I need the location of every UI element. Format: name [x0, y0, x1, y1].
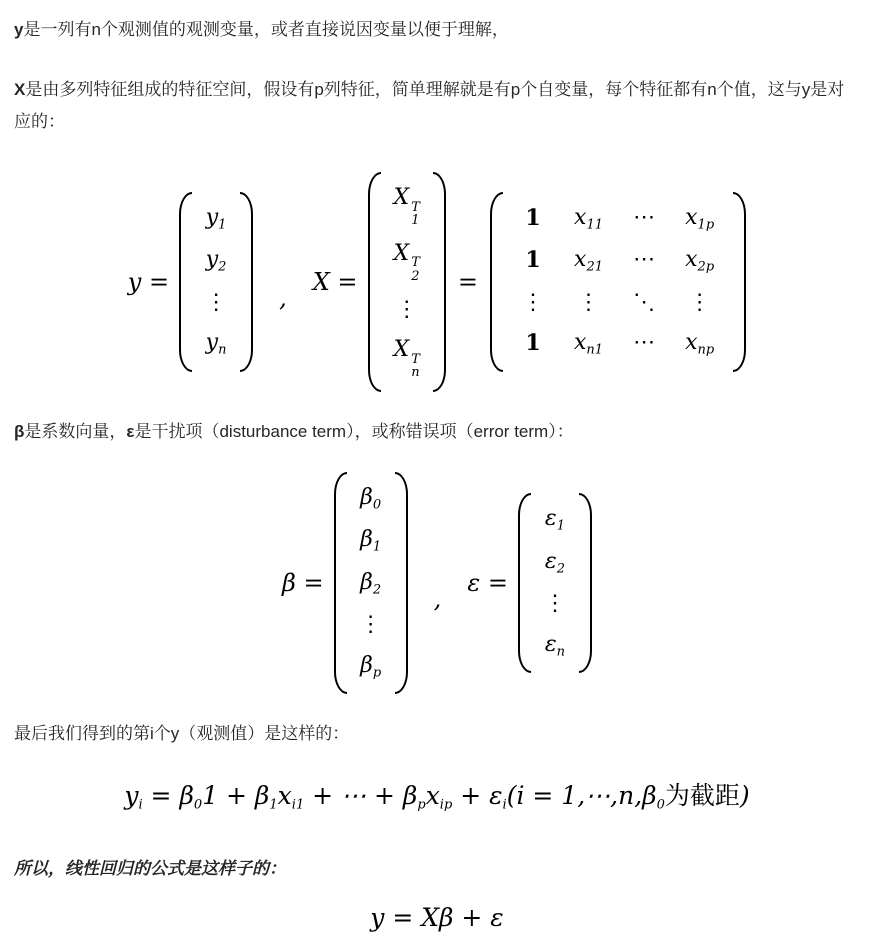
paren-left [368, 172, 381, 392]
emphasis-text: β [14, 421, 25, 441]
paren-left [490, 192, 503, 372]
beta-vector [334, 472, 408, 694]
emphasis-text: ε [126, 421, 135, 441]
eps-vector-entries [536, 493, 574, 673]
paren-left [179, 192, 192, 372]
matrix-cell: $\varepsilon_n$ [544, 631, 566, 660]
equation-final-regression: y = Xβ + ε [370, 902, 504, 932]
matrix-cell: $\beta_2$ [360, 569, 382, 598]
beta-equals-label: β = [282, 569, 324, 598]
matrix-cell: $x_{1p}$ [685, 205, 715, 233]
matrix-cell: $x_{np}$ [685, 330, 715, 359]
paren-right [240, 192, 253, 372]
y-equals-label: y = [127, 267, 170, 296]
matrix-cell: $x_{21}$ [574, 247, 604, 275]
X-vector-entries [386, 172, 428, 392]
text-run: 是一列有n个观测值的观测变量，或者直接说因变量以便于理解， [23, 20, 509, 39]
X-equals-label: X = [312, 267, 358, 296]
y-vector-entries [197, 192, 235, 372]
paragraph-x-intro [14, 74, 860, 138]
matrix-cell: $x_{n1}$ [574, 330, 604, 359]
equation-block-beta-eps [14, 472, 860, 694]
matrix-cell: $\beta_1$ [360, 527, 382, 555]
X-design-matrix [490, 192, 746, 372]
text-run: 是系数向量， [24, 421, 127, 441]
matrix-cell: $y_1$ [205, 205, 227, 233]
equation-yi-expanded: $y_i = \beta_01 + \beta_1x_{i1}$ + ⋯ + $\beta_px_{ip} + \varepsilon_i(i$ = $1,\cdots,n,\beta_0$为截距) [124, 781, 750, 813]
matrix-cell: ⋯ [633, 330, 656, 356]
matrix-cell: ⋮ [359, 612, 382, 638]
matrix-cell: $\varepsilon_1$ [544, 506, 565, 534]
matrix-cell: $x_{11}$ [574, 205, 604, 233]
paren-left [518, 493, 531, 673]
y-vector [179, 192, 253, 372]
matrix-cell: ⋮ [577, 289, 600, 315]
matrix-cell: ⋮ [522, 289, 544, 315]
matrix-cell: $\beta_0$ [360, 484, 382, 513]
equals-sign: = [457, 267, 478, 296]
eps-vector [518, 493, 592, 673]
beta-vector-entries [352, 472, 390, 694]
emphasis-text: y [14, 20, 24, 39]
emphasis-text: 所以，线性回归的公式是这样子的： [14, 858, 286, 878]
matrix-cell: X T 2 [393, 240, 420, 284]
comma-separator: , [279, 283, 287, 312]
matrix-cell: ⋯ [633, 247, 656, 273]
matrix-cell: ⋯ [633, 205, 656, 231]
matrix-cell: 1 [525, 247, 541, 274]
matrix-cell: 1 [525, 330, 541, 357]
eps-equals-label: ε = [467, 569, 508, 598]
paren-right [579, 493, 592, 673]
text-run: 是干扰项（disturbance term），或称错误项（error term）： [134, 421, 574, 441]
matrix-cell: ⋮ [395, 296, 418, 322]
paragraph-conclusion [14, 853, 860, 885]
paragraph-beta-eps-intro [14, 416, 860, 448]
matrix-cell: $y_2$ [205, 247, 227, 275]
matrix-cell: 1 [525, 205, 541, 232]
paren-right [433, 172, 446, 392]
X-row-vector [368, 172, 446, 392]
matrix-cell: $\varepsilon_2$ [544, 548, 565, 577]
matrix-cell: ⋮ [205, 289, 228, 315]
matrix-cell: $\beta_p$ [360, 652, 382, 681]
paren-left [334, 472, 347, 694]
matrix-cell: ⋮ [543, 591, 566, 617]
matrix-cell: $x_{2p}$ [685, 247, 715, 275]
matrix-cell: X T 1 [393, 185, 420, 229]
paragraph-yi-intro [14, 718, 860, 750]
paren-right [395, 472, 408, 694]
matrix-cell: ⋮ [688, 289, 711, 315]
paren-right [733, 192, 746, 372]
equation-block-y-and-X [14, 172, 860, 392]
matrix-cell: ⋱ [633, 289, 656, 315]
X-matrix-entries [508, 192, 728, 372]
paragraph-y-intro [14, 14, 860, 46]
comma-separator: , [433, 585, 442, 614]
text-run: 是由多列特征组成的特征空间，假设有p列特征，简单理解就是有p个自变量，每个特征都有n个值，这与y是对应的： [14, 80, 845, 131]
cjk-text: 为截距 [664, 783, 740, 811]
emphasis-text: X [14, 80, 26, 99]
text-run: 最后我们得到的第i个y（观测值）是这样的： [14, 724, 350, 744]
matrix-cell: $y_n$ [205, 330, 227, 359]
matrix-cell: X T n [393, 337, 420, 381]
